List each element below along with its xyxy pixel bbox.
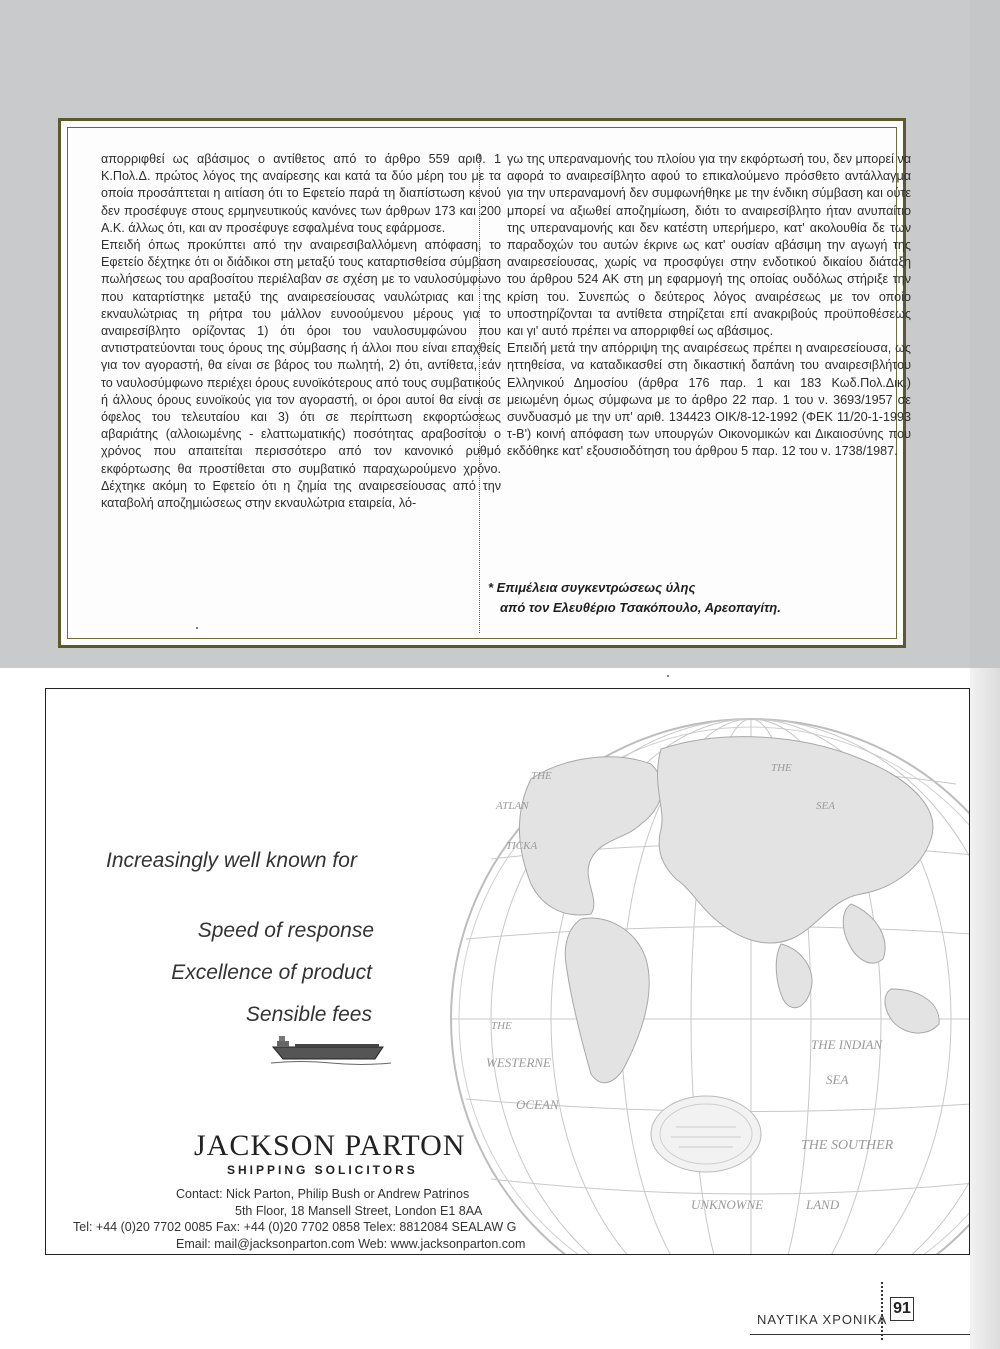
ad-tagline: Increasingly well known for bbox=[106, 849, 357, 872]
stray-dot bbox=[196, 627, 198, 629]
page-number: 91 bbox=[890, 1297, 914, 1321]
map-label: ATLAN bbox=[496, 800, 529, 812]
credit-line: * Επιμέλεια συγκεντρώσεως ύλης bbox=[488, 580, 696, 595]
page-edge-shadow-upper bbox=[970, 0, 1000, 668]
credit-line: από τον Ελευθέριο Τσακόπουλο, Αρεοπαγίτη. bbox=[500, 600, 781, 615]
contact-email-web: Email: mail@jacksonparton.com Web: www.jacksonparton.com bbox=[176, 1237, 526, 1251]
magazine-name: ΝΑΥΤΙΚΑ ΧΡΟΝΙΚΑ bbox=[757, 1312, 888, 1327]
firm-subtitle: SHIPPING SOLICITORS bbox=[227, 1163, 418, 1177]
map-label: OCEAN bbox=[516, 1097, 559, 1112]
ad-virtue: Sensible fees bbox=[245, 1003, 372, 1026]
world-map-illustration bbox=[421, 689, 970, 1255]
article-left-column bbox=[101, 151, 501, 512]
map-label: THE bbox=[531, 770, 552, 782]
article-paragraph: γω της υπεραναμονής του πλοίου για την εκφόρτωσή του, δεν μπορεί να αφορά το αναιρεσίβλητο αφού το επικαλούμενο πρόσθετο αντάλλαγμα για την υπεραναμονή δεν συμφωνήθηκε με την ένδικη σύμβαση και ούτε μπορεί να αξιωθεί αποζημίωση, διότι το αναιρεσίβλητο ήταν ανυπαίτιο της υπεραναμονής και δεν κατέστη υπερήμερο, κατ' ακολουθία δε των παραδοχών του αυτών έκρινε ως κατ' ουσίαν αβάσιμη την αγωγή της αναιρεσείουσας, χωρίς να προσφύγει στην ενδοτικού δικαίου διάταξη του άρθρου 524 ΑΚ στη μη εφαρμογή της οποίας ουδόλως στήριξε την κρίση του. Συνεπώς ο δεύτερος λόγος αναιρέσεως με τον οποίο υποστηρίζονται τα αντίθετα στηρίζεται επί ανακριβούς προϋποθέσεως και γι' αυτό πρέπει να απορριφθεί ως αβάσιμος. bbox=[507, 152, 911, 339]
map-label: THE SOUTHER bbox=[801, 1138, 894, 1153]
article-paragraph: απορριφθεί ως αβάσιμος ο αντίθετος από το άρθρο 559 αριθ. 1 Κ.Πολ.Δ. πρώτος λόγος της αναίρεσης και κατά τα δύο μέρη του με τα οποία προσάπτεται η αιτίαση ότι το Εφετείο παρά τη διαπίστωση κενού δεν προσέφυγε στους ερμηνευτικούς κανόνες των άρθρων 173 και 200 Α.Κ. άλλως ότι, και αν προσέφυγε εσφαλμένα τους εφάρμοσε. bbox=[101, 152, 501, 235]
firm-name-second: PARTON bbox=[344, 1129, 466, 1162]
map-label: WESTERNE bbox=[486, 1055, 551, 1070]
article-paragraph: Επειδή όπως προκύπτει από την αναιρεσιβαλλόμενη απόφαση, το Εφετείο δέχτηκε ότι οι διάδικοι στη μεταξύ τους καταρτισθείσα σύμβαση πωλήσεως του αραβοσίτου περιέλαβαν σε σχέση με το ναυλοσύμφωνο που καταρτίστηκε μεταξύ της αναιρεσείουσας ναυλώτριας και της εκναυλώτριας τη ρήτρα του μάλλον ευνοούμενου μέρους για το αναιρεσίβλητο ορίζοντας 1) ότι όροι του ναυλοσυμφώνου που αντιστρατεύονται τους όρους της σύμβασης ή άλλοι που είναι επαχθείς για τον αγοραστή, θα είναι σε βάρος του πωλητή, 2) ότι, αντίθετα, εάν το ναυλοσύμφωνο περιέχει όρους ευνοϊκότερους από τους συμβατικούς ή άλλους όρους ευνοϊκούς για τον αγοραστή, οι όροι αυτοί θα είναι σε όφελος του τελευταίου και 3) ότι σε περίπτωση εκφορτώσεως αβαριάτης (αλλοιωμένης - ελαττωματικής) ποσότητας αραβοσίτου ο χρόνος που απαιτείται περισσότερο από τον κανονικό ρυθμό εκφόρτωσης θα προστίθεται στο συμβατικό παραχωρούμενο χρόνο. Δέχτηκε ακόμη το Εφετείο ότι η ζημία της αναιρεσείουσας από την καταβολή αποζημιώσεως στην εκναυλώτρια εταιρεία, λό- bbox=[101, 238, 501, 511]
footer-divider bbox=[881, 1282, 883, 1340]
footer-rule bbox=[750, 1334, 970, 1335]
map-label: TICKA bbox=[506, 840, 538, 852]
firm-logo bbox=[194, 1129, 465, 1163]
article-credit bbox=[488, 578, 848, 618]
map-label: SEA bbox=[826, 1072, 849, 1087]
map-label: THE bbox=[771, 762, 792, 774]
map-label: LAND bbox=[806, 1197, 840, 1212]
contact-address: 5th Floor, 18 Mansell Street, London E1 8AA bbox=[235, 1204, 483, 1218]
firm-name-first: JACKSON bbox=[194, 1129, 337, 1162]
contact-phones: Tel: +44 (0)20 7702 0085 Fax: +44 (0)20 7702 0858 Telex: 8812084 SEALAW G bbox=[73, 1220, 517, 1234]
article-right-column bbox=[507, 151, 911, 461]
map-label: THE bbox=[491, 1020, 512, 1032]
column-divider bbox=[479, 155, 480, 633]
article-paragraph: Επειδή μετά την απόρριψη της αναιρέσεως πρέπει η αναιρεσείουσα, ως ηττηθείσα, να καταδικασθεί στη δικαστική δαπάνη του αναιρεσιβλήτου Ελληνικού Δημοσίου (άρθρα 176 παρ. 1 και 183 Κωδ.Πολ.Δικ.) μειωμένη όμως σύμφωνα με το άρθρο 22 παρ. 1 του ν. 3693/1957 σε συνδυασμό με την υπ' αριθ. 134423 ΟΙΚ/8-12-1992 (ΦΕΚ 11/20-1-1993 τ-Β') κοινή απόφαση των υπουργών Οικονομικών και Δικαιοσύνης που εκδόθηκε κατ' εξουσιοδότηση του άρθρου 5 παρ. 12 του ν. 1738/1987. bbox=[507, 341, 911, 459]
map-cartouche-icon bbox=[651, 1096, 761, 1172]
map-label: UNKNOWNE bbox=[691, 1197, 764, 1212]
jackson-parton-advertisement bbox=[45, 688, 970, 1255]
ad-virtue: Excellence of product bbox=[171, 961, 372, 984]
ad-virtue: Speed of response bbox=[197, 919, 374, 942]
map-label: SEA bbox=[816, 800, 835, 812]
article-frame bbox=[58, 118, 911, 648]
ship-icon bbox=[271, 1027, 391, 1067]
contact-people: Contact: Nick Parton, Philip Bush or Andrew Patrinos bbox=[176, 1187, 470, 1201]
map-label: THE INDIAN bbox=[811, 1037, 883, 1052]
stray-dot bbox=[667, 675, 669, 677]
